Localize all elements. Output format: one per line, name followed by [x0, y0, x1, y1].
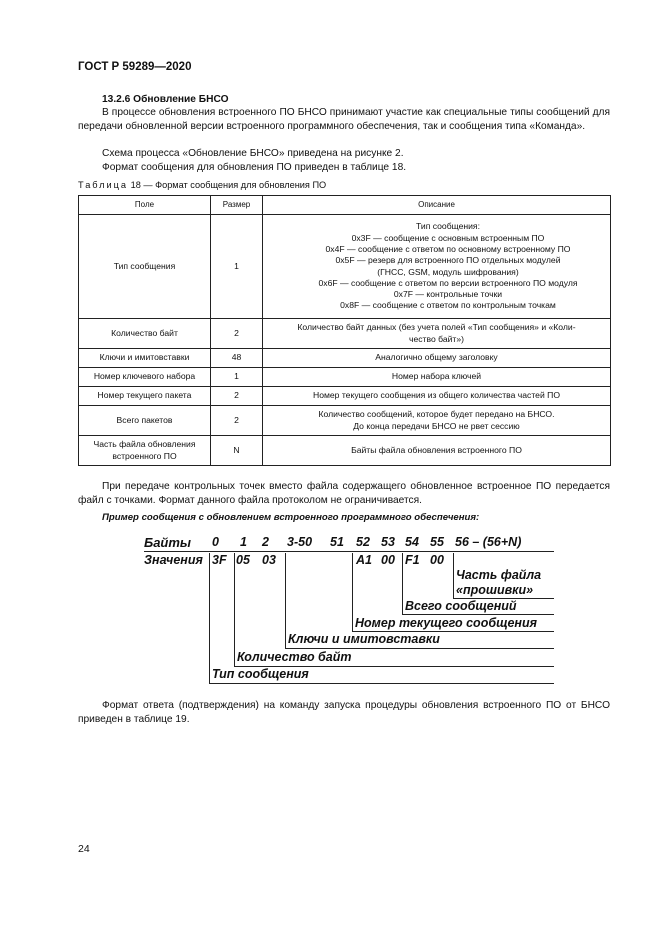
cell-field: Количество байт	[79, 319, 211, 349]
header-description: Описание	[263, 196, 611, 215]
byte-col: 2	[262, 535, 269, 549]
underline-keys	[285, 648, 554, 649]
value-cell: 00	[381, 553, 395, 567]
underline-type	[209, 683, 554, 684]
label-total-messages: Всего сообщений	[405, 599, 517, 613]
header-size: Размер	[211, 196, 263, 215]
paragraph-closing: Формат ответа (подтверждения) на команду запуска процедуры обновления встроенного ПО от БНСО приведен в таблице 19.	[78, 700, 610, 725]
cell-size: 1	[211, 368, 263, 387]
divider-current	[352, 553, 353, 632]
label-current-message: Номер текущего сообщения	[355, 616, 537, 630]
desc-line: До конца передачи БНСО не рвет сессию	[353, 420, 520, 431]
cell-size: 2	[211, 406, 263, 436]
cell-description: Номер текущего сообщения из общего количества частей ПО	[263, 387, 611, 406]
desc-line: 0x5F — резерв для встроенного ПО отдельных модулей	[335, 255, 561, 266]
desc-line: Количество сообщений, которое будет передано на БНСО.	[318, 409, 555, 420]
values-label: Значения	[144, 553, 203, 567]
part-file-label-line1: Часть файла	[456, 568, 542, 582]
byte-col: 54	[405, 535, 419, 549]
cell-description: Байты файла обновления встроенного ПО	[263, 436, 611, 466]
cell-field: Номер текущего пакета	[79, 387, 211, 406]
paragraph-scheme-ref: Схема процесса «Обновление БНСО» приведена на рисунке 2.	[102, 148, 404, 159]
cell-field: Номер ключевого набора	[79, 368, 211, 387]
desc-line: (ГНСС, GSM, модуль шифрования)	[377, 266, 519, 277]
cell-field: Ключи и имитовставки	[79, 349, 211, 368]
byte-col: 53	[381, 535, 395, 549]
desc-line: Тип сообщения:	[416, 221, 480, 232]
byte-col: 56 – (56+N)	[455, 535, 522, 549]
section-title: 13.2.6 Обновление БНСО	[102, 94, 229, 105]
bytes-label: Байты	[144, 535, 192, 550]
desc-line: Количество байт данных (без учета полей «Тип сообщения» и «Коли-	[297, 322, 576, 333]
header-field: Поле	[79, 196, 211, 215]
divider-total	[402, 553, 403, 615]
cell-field: Часть файла обновления встроенного ПО	[79, 436, 211, 466]
label-message-type: Тип сообщения	[212, 667, 309, 681]
cell-description: Номер набора ключей	[263, 368, 611, 387]
cell-size: N	[211, 436, 263, 466]
value-cell: 03	[262, 553, 276, 567]
desc-line: 0x3F — сообщение с основным встроенным ПО	[351, 232, 545, 243]
desc-line: чество байт»)	[408, 333, 464, 344]
table-caption-text: 18 — Формат сообщения для обновления ПО	[130, 180, 327, 190]
label-keys: Ключи и имитовставки	[288, 632, 440, 646]
value-cell: 3F	[212, 553, 227, 567]
label-byte-count: Количество байт	[237, 650, 352, 664]
underline-total	[402, 614, 554, 615]
cell-size: 48	[211, 349, 263, 368]
desc-line: 0x8F — сообщение с ответом по контрольным точкам	[340, 300, 556, 311]
cell-size: 2	[211, 319, 263, 349]
desc-line: 0x4F — сообщение с ответом по основному встроенному ПО	[325, 243, 571, 254]
paragraph-intro: В процессе обновления встроенного ПО БНСО принимают участие как специальные типы сообщений для передачи обновленной версии встроенного программного обеспечения, так и сообщения типа «Команда».	[78, 107, 610, 132]
cell-size: 1	[211, 215, 263, 319]
byte-col: 55	[430, 535, 444, 549]
desc-line: 0x6F — сообщение с ответом по версии встроенного ПО модуля	[318, 277, 578, 288]
cell-size: 2	[211, 387, 263, 406]
byte-col: 51	[330, 535, 344, 549]
document-standard-header: ГОСТ Р 59289—2020	[78, 61, 192, 73]
bytes-underline	[144, 551, 554, 552]
divider-type	[209, 553, 210, 684]
paragraph-checkpoints: При передаче контрольных точек вместо файла содержащего обновленное встроенное ПО передается файл с точками. Формат данного файла протоколом не ограничивается.	[78, 481, 610, 506]
value-cell: F1	[405, 553, 420, 567]
divider-count	[234, 553, 235, 667]
page-number: 24	[78, 843, 90, 855]
byte-col: 0	[212, 535, 219, 549]
desc-line: 0x7F — контрольные точки	[393, 289, 503, 300]
divider-keys	[285, 553, 286, 649]
value-cell: 00	[430, 553, 444, 567]
table-caption-label: Таблица	[78, 180, 129, 190]
cell-field: Тип сообщения	[79, 215, 211, 319]
part-file-label-line2: «прошивки»	[456, 583, 534, 597]
cell-field: Всего пакетов	[79, 406, 211, 436]
byte-col: 52	[356, 535, 370, 549]
paragraph-table-ref: Формат сообщения для обновления ПО приведен в таблице 18.	[102, 162, 407, 173]
value-cell: A1	[356, 553, 372, 567]
byte-col: 1	[240, 535, 247, 549]
value-cell: 05	[236, 553, 250, 567]
byte-col: 3-50	[287, 535, 313, 549]
example-title: Пример сообщения с обновлением встроенного программного обеспечения:	[102, 512, 480, 523]
divider-part	[453, 553, 454, 599]
cell-description: Аналогично общему заголовку	[263, 349, 611, 368]
